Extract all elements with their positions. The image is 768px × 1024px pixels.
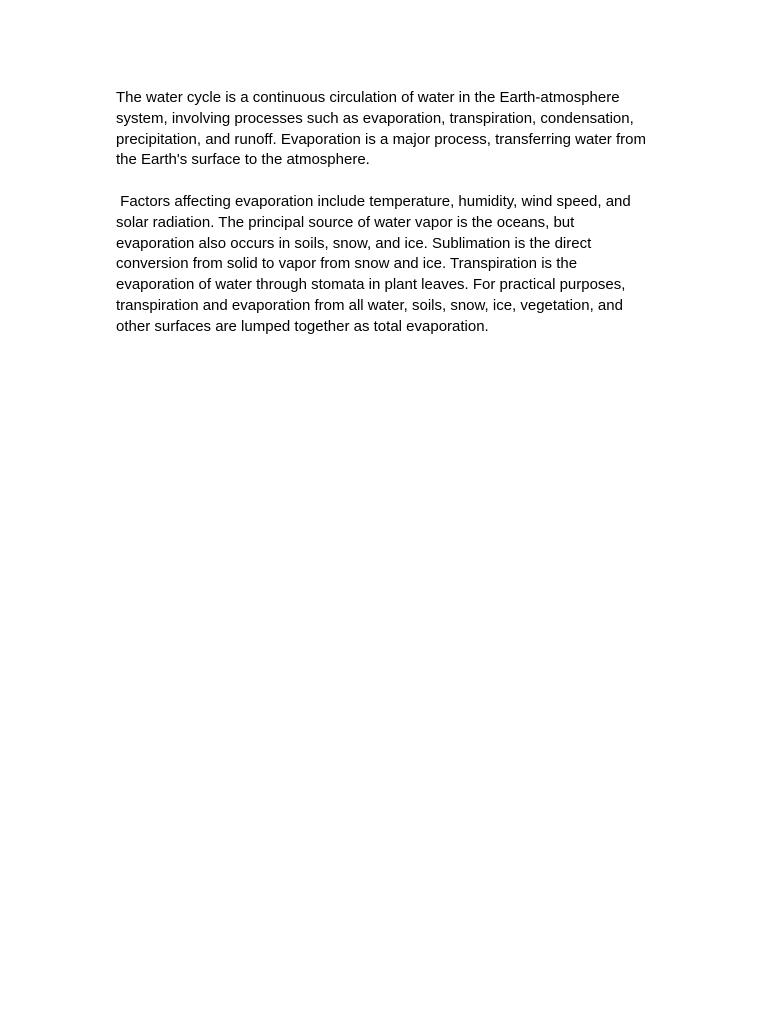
paragraph-evaporation-factors: Factors affecting evaporation include temperature, humidity, wind speed, and solar radiation. The principal source of water vapor is the oceans, but evaporation also occurs in soils, snow, and ice. Sublimation is the direct conversion from solid to vapor from snow and ice. Transpiration is the evaporation of water through stomata in plant leaves. For practical purposes, transpiration and evaporation from all water, soils, snow, ice, vegetation, and other surfaces are lumped together as total evaporation. [116,192,635,335]
paragraph-water-cycle: The water cycle is a continuous circulation of water in the Earth-atmosphere system, involving processes such as evaporation, transpiration, condensation, precipitation, and runoff. Evaporation is a major process, transferring water from the Earth's surface to the atmosphere. [116,89,651,169]
document-body [116,88,651,338]
